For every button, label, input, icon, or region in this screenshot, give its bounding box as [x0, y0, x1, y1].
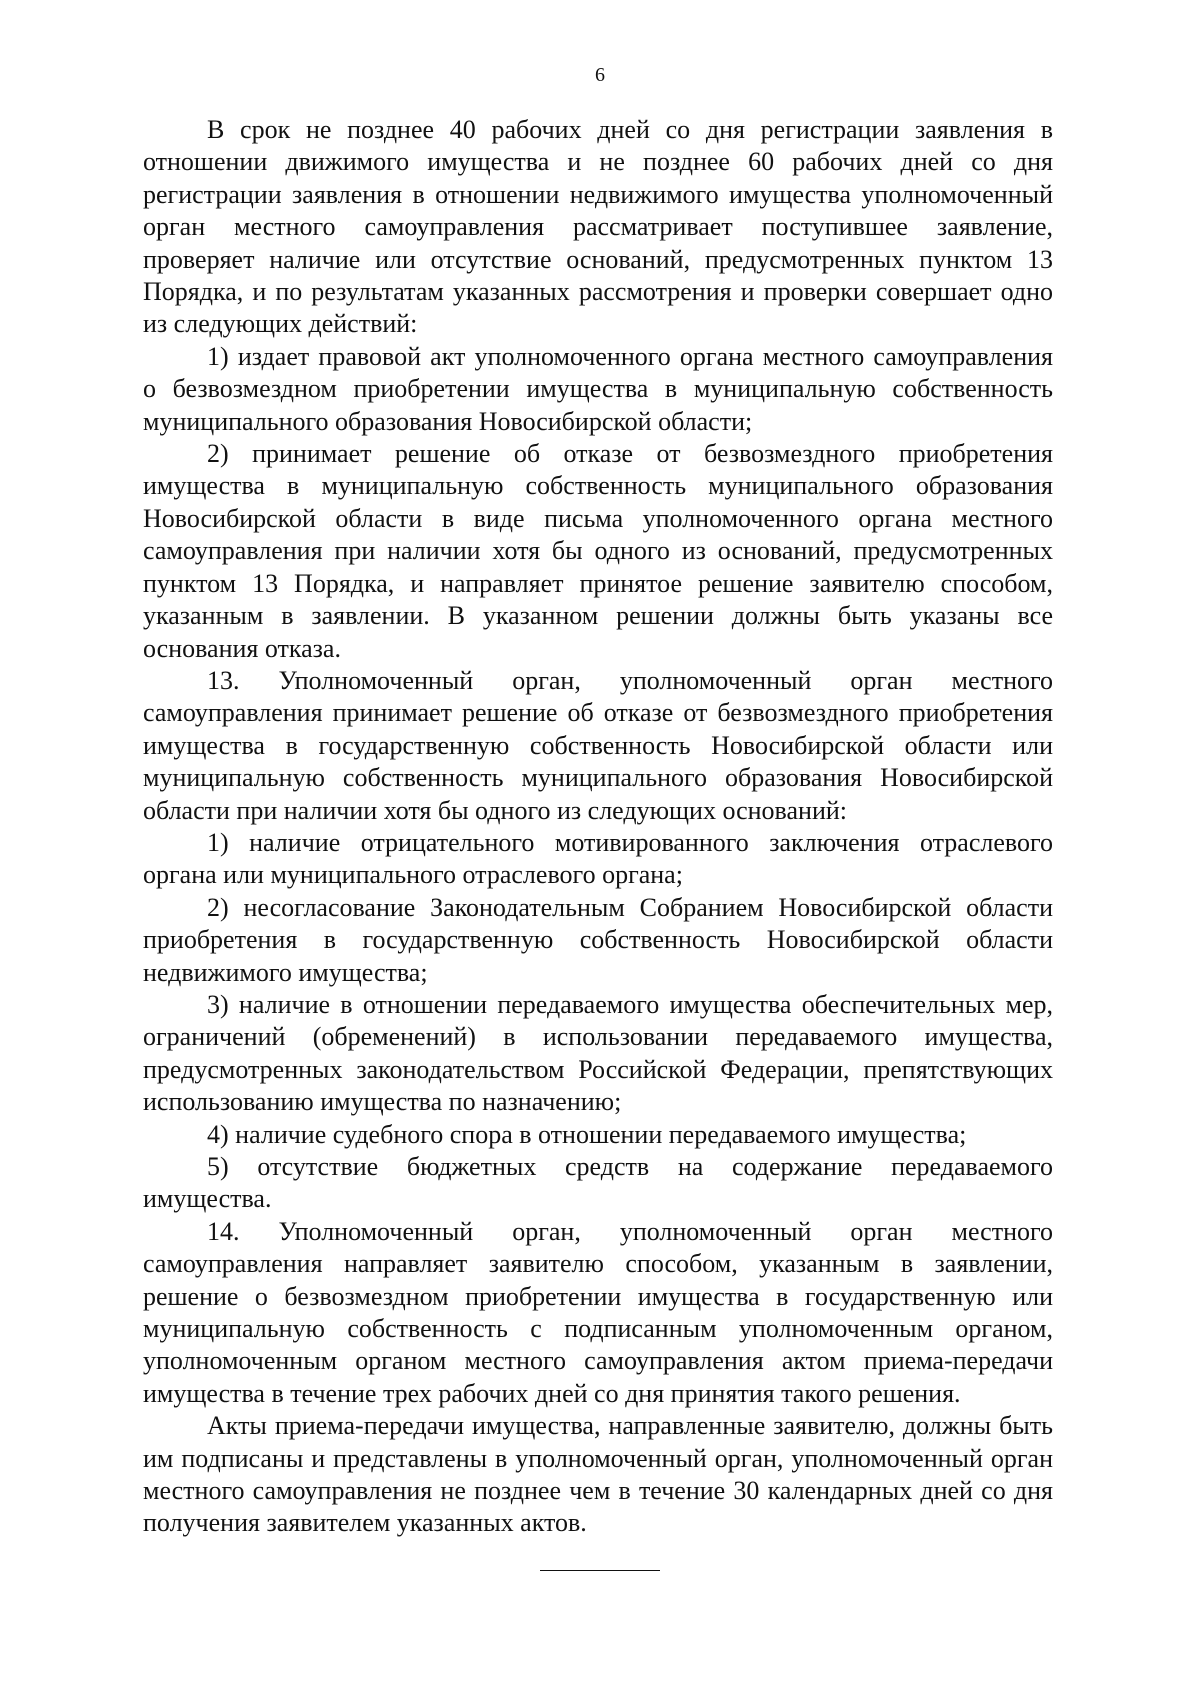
paragraph: Акты приема-передачи имущества, направленные заявителю, должны быть им подписаны и представлены в уполномоченный орган, уполномоченный орган местного самоуправления не позднее чем в течение 30 календарных дней со дня получения заявителем указанных актов. [143, 1411, 1053, 1538]
list-item: 3) наличие в отношении передаваемого имущества обеспечительных мер, ограничений (обременений) в использовании передаваемого имущества, предусмотренных законодательством Российской Федерации, препятствующих использованию имущества по назначению; [143, 989, 1053, 1117]
page-number: 6 [595, 64, 605, 86]
list-item: 2) несогласование Законодательным Собранием Новосибирской области приобретения в государственную собственность Новосибирской области недвижимого имущества; [143, 892, 1053, 987]
list-item: 5) отсутствие бюджетных средств на содержание передаваемого имущества. [143, 1152, 1053, 1214]
list-item: 1) издает правовой акт уполномоченного органа местного самоуправления о безвозмездном приобретении имущества в муниципальную собственность муниципального образования Новосибирской области; [143, 341, 1053, 436]
list-item: 4) наличие судебного спора в отношении передаваемого имущества; [207, 1119, 967, 1149]
list-item: 2) принимает решение об отказе от безвозмездного приобретения имущества в муниципальную собственность муниципального образования Новосибирской области в виде письма уполномоченного органа местного самоуправления при наличии хотя бы одного из оснований, предусмотренных пунктом 13 Порядка, и направляет принятое решение заявителю способом, указанным в заявлении. В указанном решении должны быть указаны все основания отказа. [143, 439, 1053, 663]
clause-14: 14. Уполномоченный орган, уполномоченный орган местного самоуправления направляет заявителю способом, указанным в заявлении, решение о безвозмездном приобретении имущества в государственную или муниципальную собственность с подписанным уполномоченным органом, уполномоченным органом местного самоуправления актом приема-передачи имущества в течение трех рабочих дней со дня принятия такого решения. [143, 1216, 1053, 1408]
list-item: 1) наличие отрицательного мотивированного заключения отраслевого органа или муниципального отраслевого органа; [143, 827, 1053, 890]
clause-13: 13. Уполномоченный орган, уполномоченный орган местного самоуправления принимает решение об отказе от безвозмездного приобретения имущества в государственную собственность Новосибирской области или муниципальную собственность муниципального образования Новосибирской области при наличии хотя бы одного из следующих оснований: [143, 665, 1053, 825]
end-of-document-rule [540, 1570, 660, 1571]
paragraph: В срок не позднее 40 рабочих дней со дня регистрации заявления в отношении движимого имущества и не позднее 60 рабочих дней со дня регистрации заявления в отношении недвижимого имущества уполномоченный орган местного самоуправления рассматривает поступившее заявление, проверяет наличие или отсутствие оснований, предусмотренных пунктом 13 Порядка, и по результатам указанных рассмотрения и проверки совершает одно из следующих действий: [143, 115, 1053, 339]
document-body [143, 114, 1053, 1540]
